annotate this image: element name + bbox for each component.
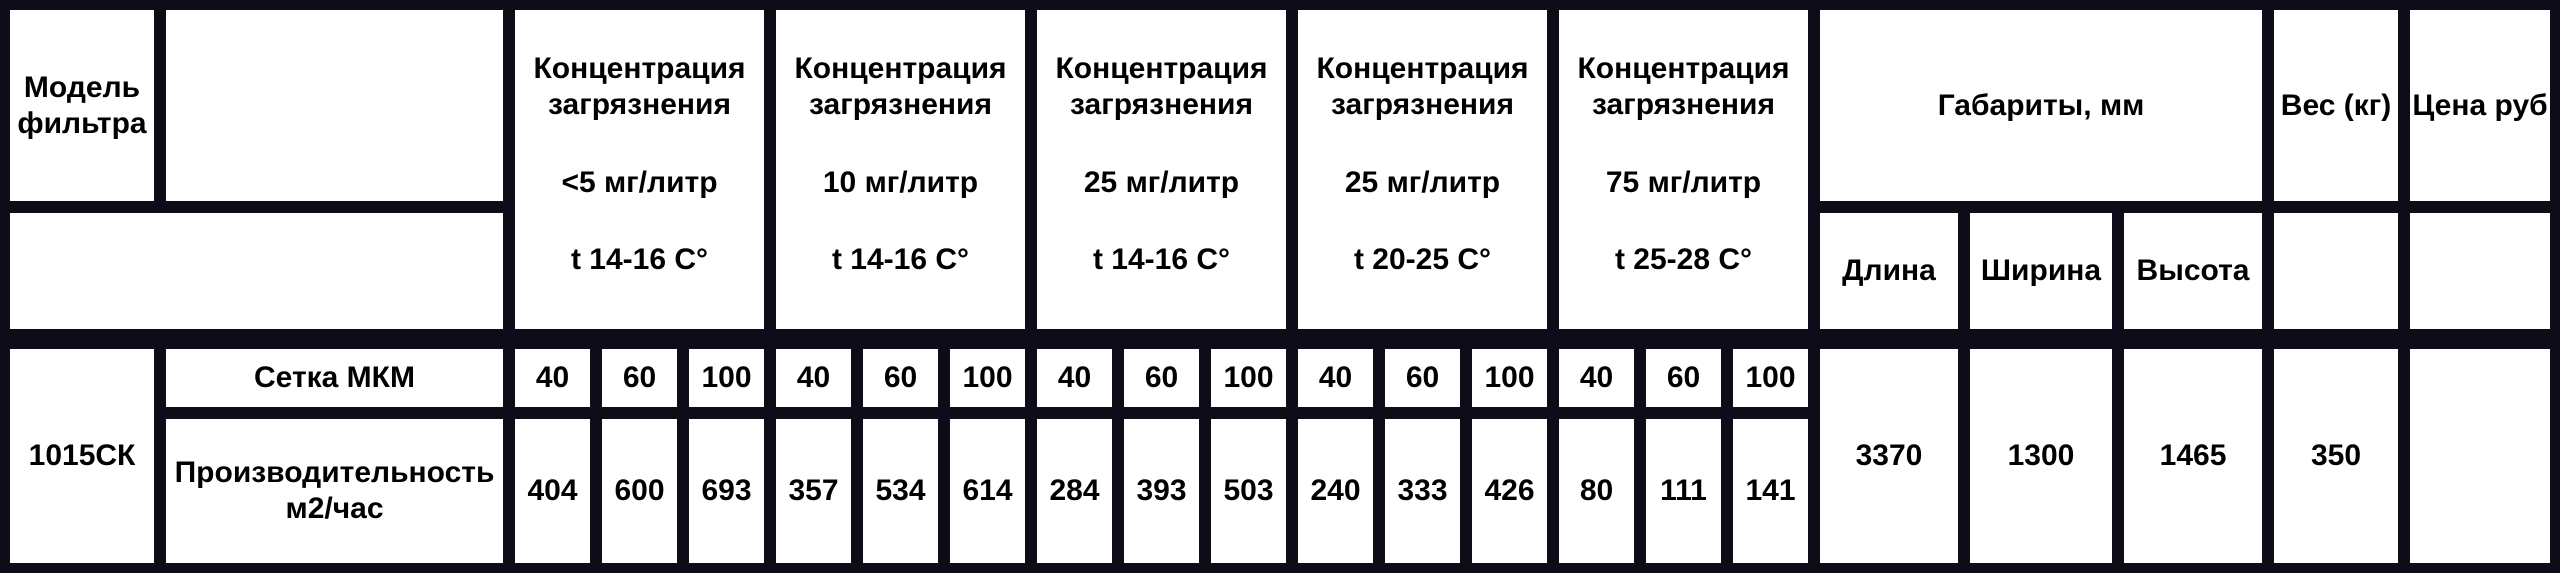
productivity-value-cell-11: 333: [1379, 413, 1466, 569]
filter-model-header-cell: Модель фильтра: [4, 4, 160, 207]
mesh-value-cell-14: 60: [1640, 335, 1727, 413]
mesh-row-label-cell: Сетка МКМ: [160, 335, 509, 413]
productivity-value-cell-8: 393: [1118, 413, 1205, 569]
productivity-value-cell-12: 426: [1466, 413, 1553, 569]
concentration-temperature: t 14-16 C°: [831, 242, 970, 276]
productivity-value-cell-4: 357: [770, 413, 857, 569]
mesh-value-cell-1: 40: [509, 335, 596, 413]
concentration-header-cell-4: [1292, 4, 1553, 335]
width-value-cell: 1300: [1964, 335, 2118, 569]
productivity-value-cell-3: 693: [683, 413, 770, 569]
productivity-value-cell-6: 614: [944, 413, 1031, 569]
blank-header-cell: [160, 4, 509, 207]
blank-subheader-cell: [4, 207, 509, 335]
concentration-temperature: t 25-28 C°: [1614, 242, 1753, 276]
productivity-row-label: Производительность м2/час: [174, 456, 495, 525]
concentration-header-cell-2: [770, 4, 1031, 335]
productivity-value-cell-9: 503: [1205, 413, 1292, 569]
mesh-value-cell-11: 60: [1379, 335, 1466, 413]
mesh-value-cell-8: 60: [1118, 335, 1205, 413]
productivity-value-cell-13: 80: [1553, 413, 1640, 569]
mesh-value-cell-4: 40: [770, 335, 857, 413]
dimensions-header-cell: Габариты, мм: [1814, 4, 2268, 207]
concentration-value: 25 мг/литр: [1344, 165, 1501, 199]
concentration-title: Концентрация загрязнения: [533, 52, 746, 122]
height-header-cell: Высота: [2118, 207, 2268, 335]
concentration-temperature: t 20-25 C°: [1353, 242, 1492, 276]
mesh-value-cell-13: 40: [1553, 335, 1640, 413]
productivity-value-cell-5: 534: [857, 413, 944, 569]
concentration-temperature: t 14-16 C°: [570, 242, 709, 276]
mesh-value-cell-9: 100: [1205, 335, 1292, 413]
mesh-value-cell-12: 100: [1466, 335, 1553, 413]
length-header-cell: Длина: [1814, 207, 1964, 335]
productivity-value-cell-15: 141: [1727, 413, 1814, 569]
mesh-value-cell-7: 40: [1031, 335, 1118, 413]
concentration-temperature: t 14-16 C°: [1092, 242, 1231, 276]
concentration-header-cell-5: [1553, 4, 1814, 335]
height-value-cell: 1465: [2118, 335, 2268, 569]
concentration-title: Концентрация загрязнения: [1316, 52, 1529, 122]
width-header-cell: Ширина: [1964, 207, 2118, 335]
price-header-cell: Цена руб: [2404, 4, 2556, 207]
concentration-header-cell-1: [509, 4, 770, 335]
mesh-value-cell-5: 60: [857, 335, 944, 413]
weight-header-cell: Вес (кг): [2268, 4, 2404, 207]
concentration-header-cell-3: [1031, 4, 1292, 335]
weight-value-cell: 350: [2268, 335, 2404, 569]
mesh-value-cell-6: 100: [944, 335, 1031, 413]
productivity-row-label-cell: [160, 413, 509, 569]
mesh-value-cell-10: 40: [1292, 335, 1379, 413]
concentration-value: 25 мг/литр: [1083, 165, 1240, 199]
model-value-cell: 1015СК: [4, 335, 160, 569]
productivity-value-cell-7: 284: [1031, 413, 1118, 569]
concentration-value: 75 мг/литр: [1605, 165, 1762, 199]
productivity-value-cell-10: 240: [1292, 413, 1379, 569]
concentration-title: Концентрация загрязнения: [1577, 52, 1790, 122]
productivity-value-cell-2: 600: [596, 413, 683, 569]
concentration-title: Концентрация загрязнения: [794, 52, 1007, 122]
concentration-value: <5 мг/литр: [561, 165, 718, 199]
concentration-value: 10 мг/литр: [822, 165, 979, 199]
weight-subheader-empty-cell: [2268, 207, 2404, 335]
price-value-cell: [2404, 335, 2556, 569]
mesh-value-cell-3: 100: [683, 335, 770, 413]
length-value-cell: 3370: [1814, 335, 1964, 569]
price-subheader-empty-cell: [2404, 207, 2556, 335]
concentration-title: Концентрация загрязнения: [1055, 52, 1268, 122]
productivity-value-cell-14: 111: [1640, 413, 1727, 569]
mesh-value-cell-2: 60: [596, 335, 683, 413]
mesh-value-cell-15: 100: [1727, 335, 1814, 413]
productivity-value-cell-1: 404: [509, 413, 596, 569]
